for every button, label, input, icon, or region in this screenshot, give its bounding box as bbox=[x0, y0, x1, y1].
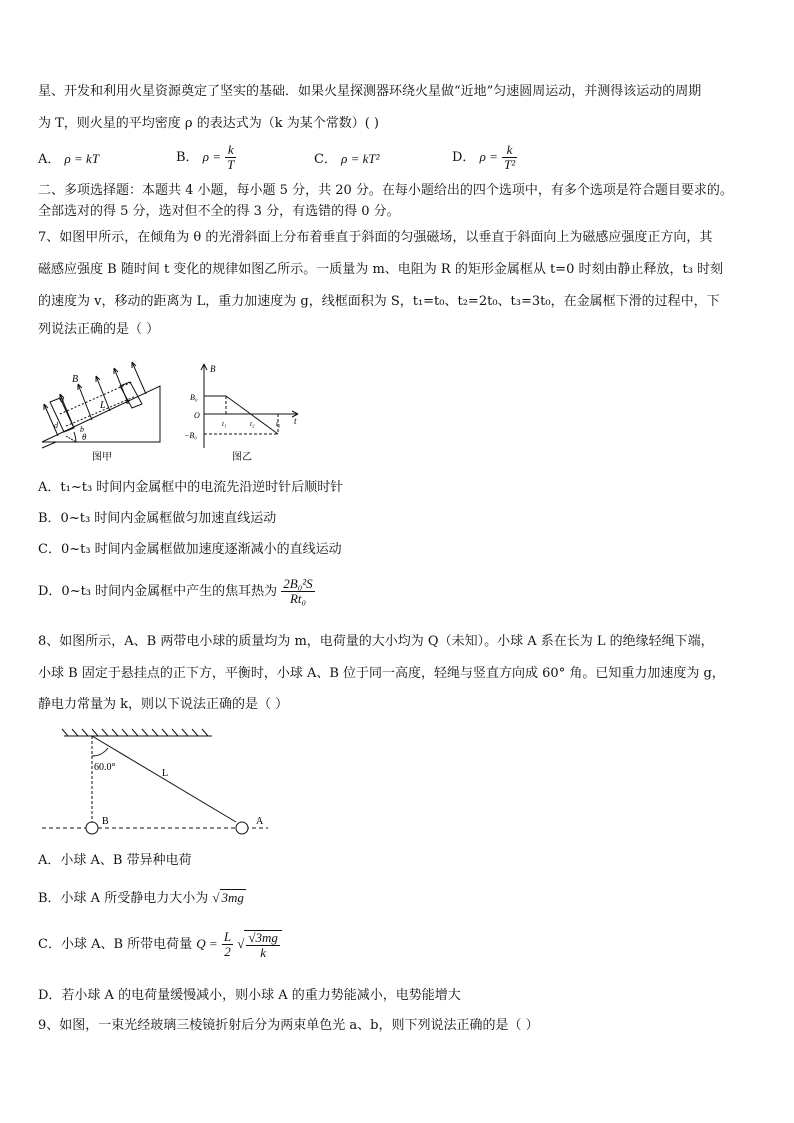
q8-option-b[interactable] bbox=[38, 890, 246, 907]
option-formula: √ 3mg bbox=[212, 890, 244, 905]
radical-denominator: k bbox=[260, 945, 267, 961]
graph-label-t: t bbox=[294, 416, 297, 426]
option-text: D．0~t₃ 时间内金属框中产生的焦耳热为 bbox=[38, 584, 278, 599]
q7-option-a[interactable]: A．t₁~t₃ 时间内金属框中的电流先沿逆时针后顺时针 bbox=[38, 480, 344, 495]
q7-option-d[interactable] bbox=[38, 577, 315, 606]
section2-instructions-line2: 全部选对的得 5 分，选对但不全的得 3 分，有选错的得 0 分。 bbox=[38, 204, 400, 219]
q6-option-d[interactable] bbox=[452, 143, 517, 172]
fraction-numerator: k bbox=[502, 143, 517, 158]
q8-option-d[interactable]: D．若小球 A 的电荷量缓慢减小，则小球 A 的重力势能减小，电势能增大 bbox=[38, 988, 461, 1003]
ball-label-B: B bbox=[102, 816, 109, 827]
fraction-numerator: L bbox=[223, 929, 232, 944]
ball-label-A: A bbox=[256, 816, 264, 827]
q8-option-a[interactable]: A．小球 A、B 带异种电荷 bbox=[38, 853, 192, 868]
fraction-numerator: k bbox=[225, 143, 236, 158]
fig-label-b: b bbox=[80, 425, 84, 434]
graph-label-t2: t₂ bbox=[250, 420, 255, 428]
graph-label-O: O bbox=[194, 411, 200, 420]
q6-option-a[interactable] bbox=[38, 151, 99, 168]
graph-label-negB0: −B₀ bbox=[184, 431, 198, 440]
option-fraction bbox=[225, 143, 236, 172]
q7-option-c[interactable]: C．0~t₃ 时间内金属框做加速度逐渐减小的直线运动 bbox=[38, 542, 342, 557]
fraction-denominator: T² bbox=[503, 157, 516, 172]
ball-a bbox=[236, 822, 248, 834]
q9-stem-line1: 9、如图，一束光经玻璃三棱镜折射后分为两束单色光 a、b，则下列说法正确的是（ ） bbox=[38, 1018, 539, 1033]
option-formula: ρ = kT² bbox=[341, 151, 380, 166]
fig-label-L: L bbox=[100, 400, 106, 411]
q7-option-b[interactable]: B．0~t₃ 时间内金属框做匀加速直线运动 bbox=[38, 511, 277, 526]
fraction-denominator: T bbox=[227, 157, 235, 172]
option-radical: √ $\frac{√3mg}{k}$ bbox=[237, 936, 282, 951]
graph-label-t1: t₁ bbox=[222, 420, 227, 428]
section2-instructions-line1: 二、多项选择题：本题共 4 小题，每小题 5 分，共 20 分。在每小题给出的四个选项中，有多个选项是符合题目要求的。 bbox=[38, 183, 733, 198]
graph-label-t3: t₃ bbox=[276, 420, 281, 428]
q6-option-c[interactable] bbox=[314, 151, 380, 168]
q7-stem-line4: 列说法正确的是（ ） bbox=[38, 322, 160, 337]
graph-label-B: B bbox=[210, 364, 216, 374]
q7-stem-line1: 7、如图甲所示，在倾角为 θ 的光滑斜面上分布着垂直于斜面的匀强磁场，以垂直于斜面向上为磁感应强度正方向，其 bbox=[38, 230, 713, 245]
option-label: D． bbox=[452, 150, 476, 165]
q8-figure-pendulum bbox=[38, 726, 278, 838]
q8-option-c[interactable] bbox=[38, 930, 282, 960]
q6-stem-line1: 星、开发和利用火星资源奠定了坚实的基础．如果火星探测器环绕火星做“近地”匀速圆周运动，并测得该运动的周期 bbox=[38, 84, 702, 99]
fig-label-B: B bbox=[72, 374, 79, 385]
radical-numerator: √3mg bbox=[248, 930, 278, 946]
fig-label-a: a bbox=[60, 395, 64, 404]
string bbox=[92, 736, 236, 822]
option-fraction bbox=[502, 143, 517, 172]
fraction-denominator: Rt₀ bbox=[289, 591, 307, 606]
segment-decrease bbox=[226, 396, 278, 434]
q7-figure-graph bbox=[180, 360, 310, 468]
option-formula-lhs: ρ = bbox=[202, 149, 221, 164]
q8-stem-line3: 静电力常量为 k，则以下说法正确的是（ ） bbox=[38, 697, 289, 712]
fraction-denominator: 2 bbox=[224, 944, 231, 959]
option-text: B．小球 A 所受静电力大小为 bbox=[38, 891, 209, 906]
graph-label-B0: B₀ bbox=[190, 393, 198, 402]
option-label: C． bbox=[314, 152, 337, 167]
fig-label-c: c bbox=[126, 397, 130, 406]
q6-option-b[interactable] bbox=[176, 143, 236, 172]
fig-caption-jia: 图甲 bbox=[92, 452, 112, 463]
option-formula-lhs: Q = bbox=[196, 936, 218, 951]
option-text: C．小球 A、B 所带电荷量 bbox=[38, 937, 193, 952]
option-formula-lhs: ρ = bbox=[479, 149, 498, 164]
option-label: B． bbox=[176, 150, 199, 165]
option-formula: ρ = kT bbox=[64, 151, 100, 166]
q8-stem-line2: 小球 B 固定于悬挂点的正下方，平衡时，小球 A、B 位于同一高度，轻绳与竖直方向成 60° 角。已知重力加速度为 g， bbox=[38, 666, 725, 681]
option-fraction bbox=[222, 930, 233, 959]
fig-caption-yi: 图乙 bbox=[232, 452, 252, 463]
q7-figure-incline bbox=[36, 356, 166, 468]
ball-b bbox=[86, 822, 98, 834]
fig-label-theta: θ bbox=[82, 432, 87, 442]
q6-stem-line2: 为 T，则火星的平均密度 ρ 的表达式为（k 为某个常数）( ) bbox=[38, 116, 379, 131]
fraction-numerator: 2B₀²S bbox=[283, 576, 313, 591]
q7-stem-line2: 磁感应强度 B 随时间 t 变化的规律如图乙所示。一质量为 m、电阻为 R 的矩形金属框从 t=0 时刻由静止释放，t₃ 时刻 bbox=[38, 262, 724, 277]
string-label-L: L bbox=[162, 768, 169, 779]
option-label: A． bbox=[38, 152, 61, 167]
q7-stem-line3: 的速度为 v，移动的距离为 L，重力加速度为 g，线框面积为 S，t₁=t₀、t₂=2t₀、t₃=3t₀，在金属框下滑的过程中，下 bbox=[38, 294, 720, 309]
q8-stem-line1: 8、如图所示，A、B 两带电小球的质量均为 m，电荷量的大小均为 Q（未知）。小球 A 系在长为 L 的绝缘轻绳下端， bbox=[38, 634, 714, 649]
fig-label-d: d bbox=[54, 421, 58, 430]
option-fraction bbox=[281, 577, 314, 606]
angle-label: 60.0° bbox=[94, 762, 116, 773]
